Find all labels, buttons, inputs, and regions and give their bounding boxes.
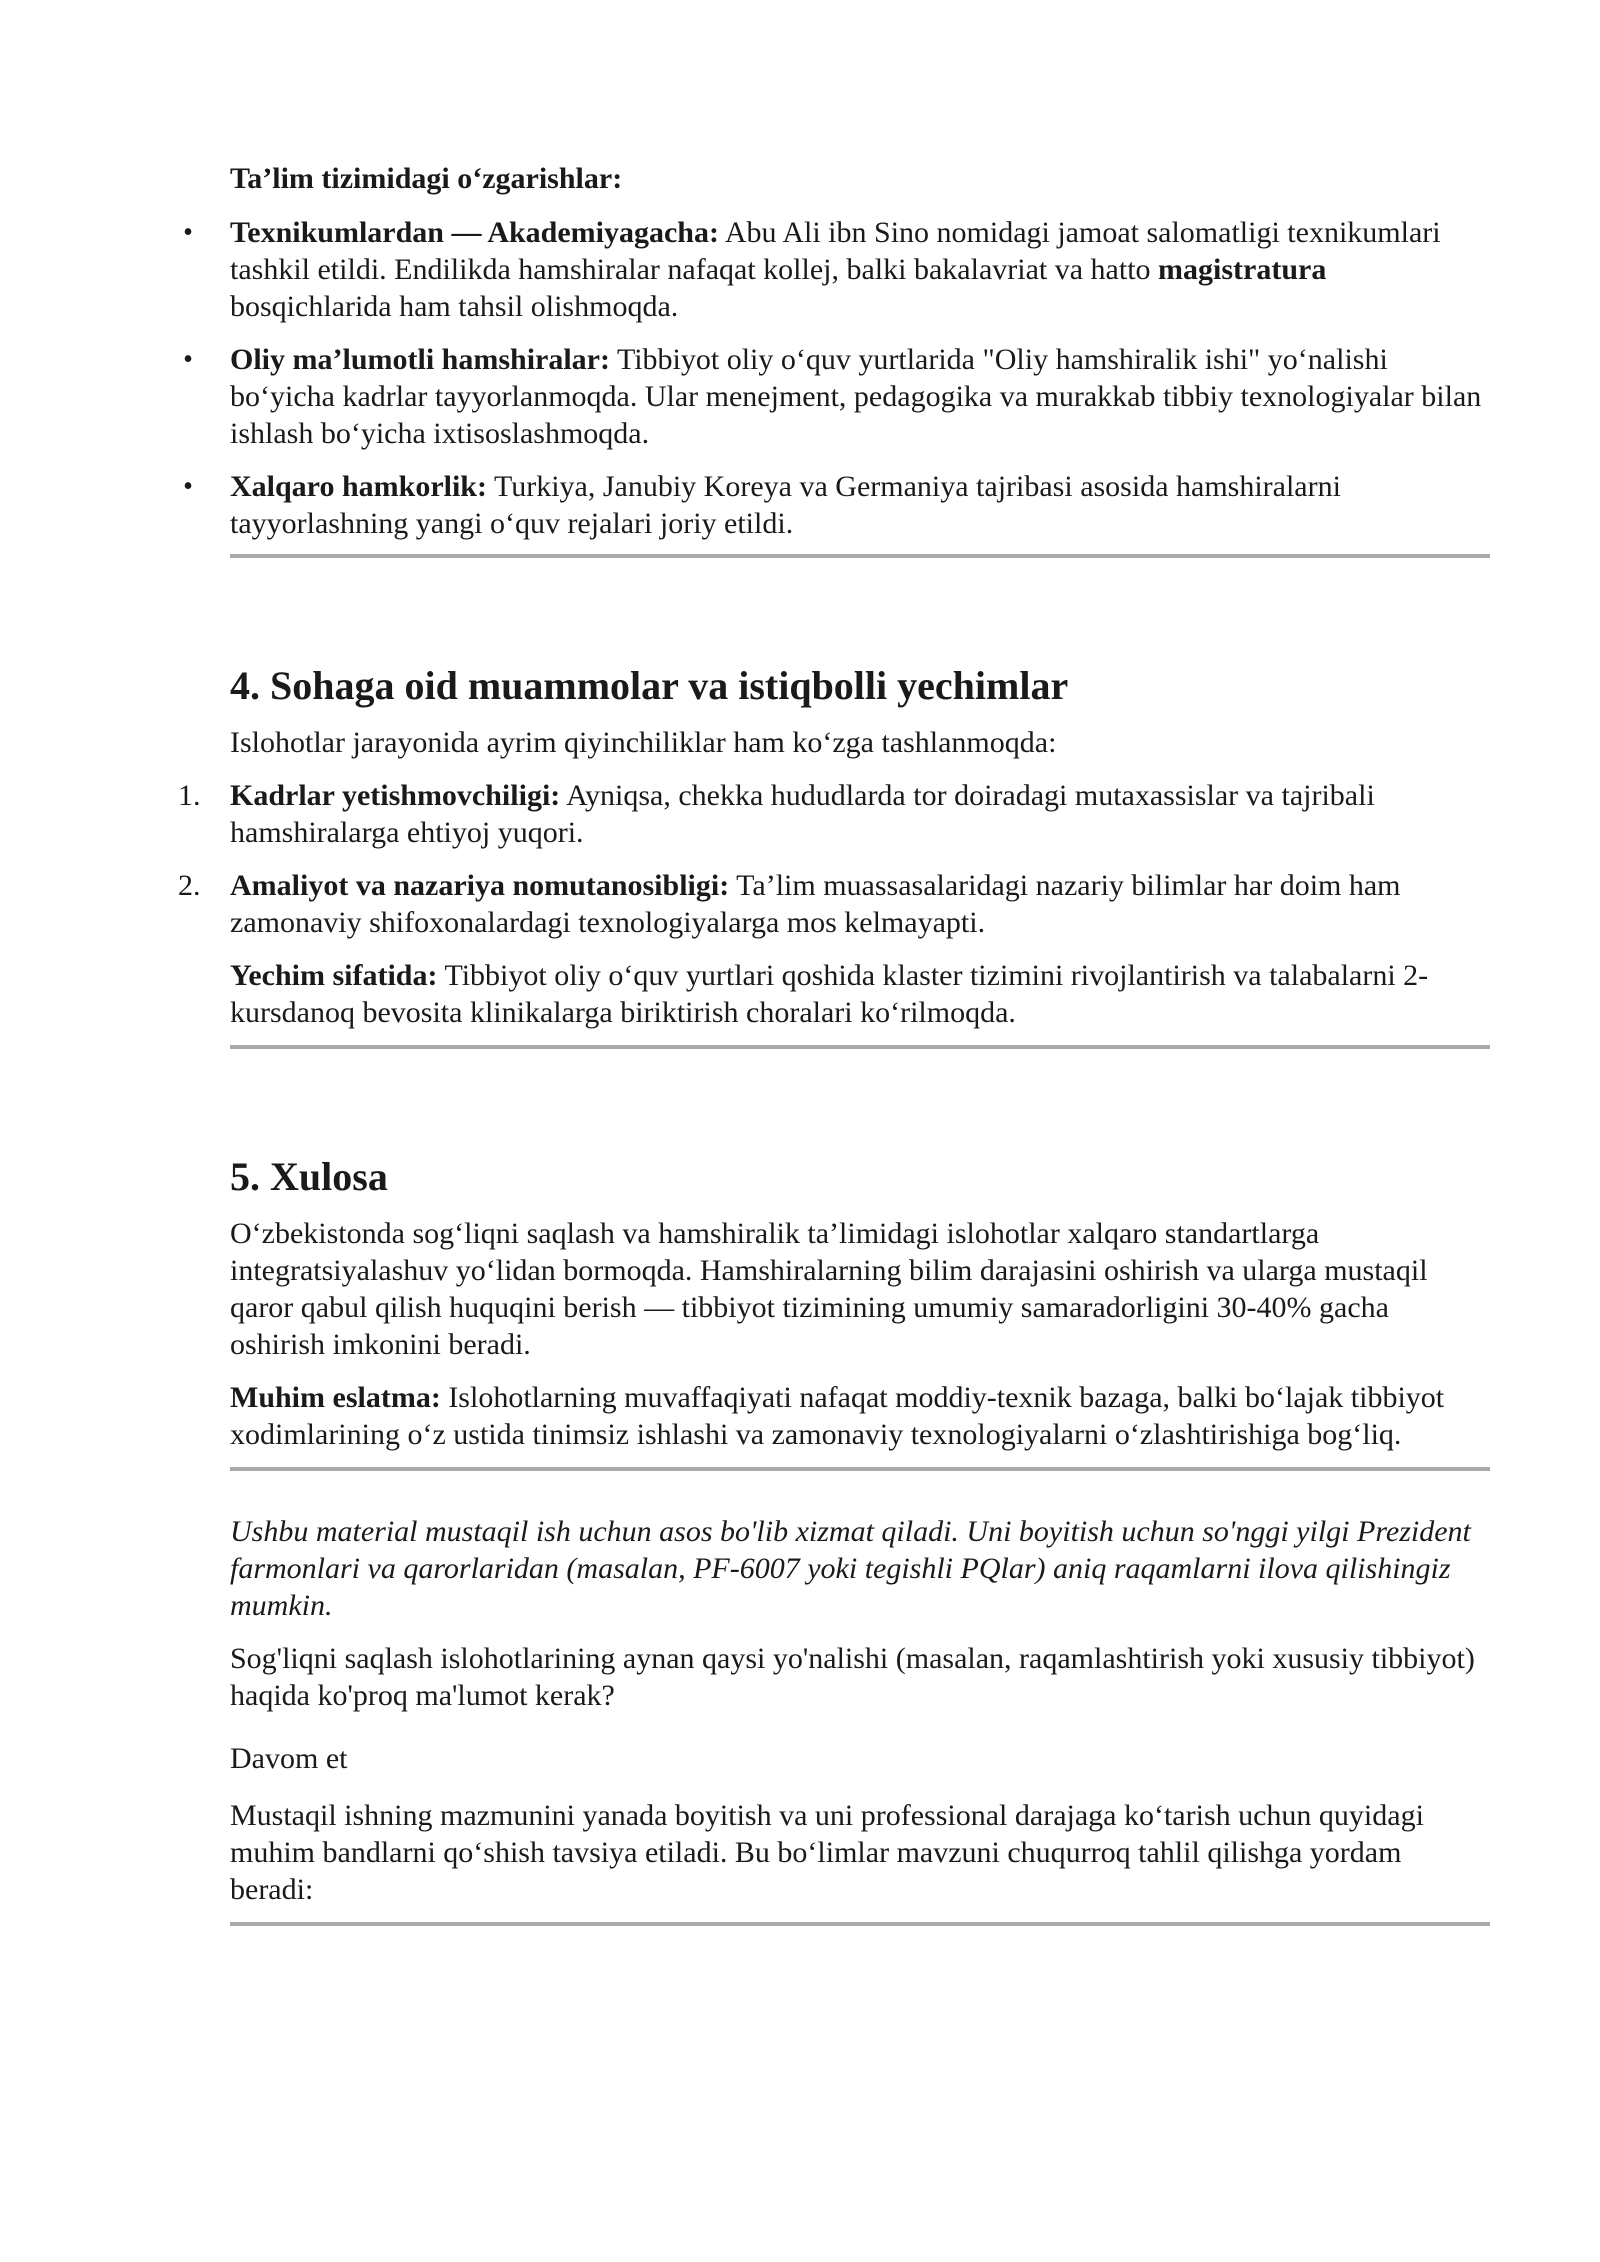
- item-text: Ayniqsa, chekka hududlarda tor doiradagi mutaxassislar va tajribali hamshiralarga ehtiyoj yuqori.: [230, 779, 1375, 849]
- section-divider: [230, 1922, 1490, 1926]
- education-changes-title: Ta’lim tizimidagi o‘zgarishlar:: [230, 162, 623, 195]
- item-text: Tibbiyot oliy o‘quv yurtlarida "Oliy hamshiralik ishi" yo‘nalishi bo‘yicha kadrlar tayyorlanmoqda. Ular menejment, pedagogika va murakkab tibbiy texnologiyalar bilan ishlash bo‘yicha ixtisoslashmoqda.: [230, 343, 1482, 450]
- note-text: Islohotlarning muvaffaqiyati nafaqat moddiy-texnik bazaga, balki bo‘lajak tibbiyot xodimlarining o‘z ustida tinimsiz ishlashi va zamonaviy texnologiyalarni o‘zlashtirishiga bog‘liq.: [230, 1381, 1445, 1451]
- note-lead: Muhim eslatma:: [230, 1381, 441, 1414]
- solution-lead: Yechim sifatida:: [230, 959, 438, 992]
- closing-paragraph: Mustaqil ishning mazmunini yanada boyitish va uni professional darajaga ko‘tarish uchun quyidagi muhim bandlarni qo‘shish tavsiya etiladi. Bu bo‘limlar mavzuni chuqurroq tahlil qilishga yordam beradi:: [230, 1799, 1424, 1906]
- item-lead: Oliy ma’lumotli hamshiralar:: [230, 343, 610, 376]
- item-text: Abu Ali ibn Sino nomidagi jamoat salomatligi texnikumlari tashkil etildi. Endilikda hamshiralar nafaqat kollej, balki bakalavriat va hatto: [230, 216, 1441, 286]
- education-changes-list: [183, 214, 1490, 542]
- document-page: [178, 160, 1490, 1926]
- item-text: bosqichlarida ham tahsil olishmoqda.: [230, 290, 679, 323]
- section-divider: [230, 1045, 1490, 1049]
- item-lead: Xalqaro hamkorlik:: [230, 470, 487, 503]
- item-lead: Amaliyot va nazariya nomutanosibligi:: [230, 869, 730, 902]
- item-emphasis: magistratura: [1158, 253, 1327, 286]
- list-item: [178, 867, 1490, 941]
- section-divider: [230, 1467, 1490, 1471]
- list-item: [178, 777, 1490, 851]
- problems-list: [178, 777, 1490, 941]
- continue-label[interactable]: Davom et: [230, 1742, 348, 1775]
- list-item: [183, 341, 1490, 452]
- list-number: 2.: [178, 869, 201, 902]
- followup-question: Sog'liqni saqlash islohotlarining aynan qaysi yo'nalishi (masalan, raqamlashtirish yoki xususiy tibbiyot) haqida ko'proq ma'lumot kerak?: [230, 1642, 1475, 1712]
- list-item: [183, 214, 1490, 325]
- section-5-title: 5. Xulosa: [230, 1154, 388, 1199]
- solution-text: Tibbiyot oliy o‘quv yurtlari qoshida klaster tizimini rivojlantirish va talabalarni 2-kursdanoq bevosita klinikalarga biriktirish choralari ko‘rilmoqda.: [230, 959, 1429, 1029]
- item-text: Ta’lim muassasalaridagi nazariy bilimlar har doim ham zamonaviy shifoxonalardagi texnologiyalarga mos kelmayapti.: [230, 869, 1401, 939]
- item-lead: Texnikumlardan — Akademiyagacha:: [230, 216, 719, 249]
- item-lead: Kadrlar yetishmovchiligi:: [230, 779, 561, 812]
- bullet-marker: •: [183, 471, 193, 502]
- section-4-intro: Islohotlar jarayonida ayrim qiyinchiliklar ham ko‘zga tashlanmoqda:: [230, 726, 1057, 759]
- bullet-marker: •: [183, 344, 193, 375]
- list-number: 1.: [178, 779, 201, 812]
- important-note: [230, 1379, 1490, 1453]
- section-4-title: 4. Sohaga oid muammolar va istiqbolli yechimlar: [230, 663, 1069, 708]
- bullet-marker: •: [183, 217, 193, 248]
- footer-italic-note: Ushbu material mustaqil ish uchun asos bo'lib xizmat qiladi. Uni boyitish uchun so'nggi yilgi Prezident farmonlari va qarorlaridan (masalan, PF-6007 yoki tegishli PQlar) aniq raqamlarni ilova qilishingiz mumkin.: [230, 1515, 1471, 1622]
- conclusion-paragraph: O‘zbekistonda sog‘liqni saqlash va hamshiralik ta’limidagi islohotlar xalqaro standartlarga integratsiyalashuv yo‘lidan bormoqda. Hamshiralarning bilim darajasini oshirish va ularga mustaqil qaror qabul qilish huquqini berish — tibbiyot tizimining umumiy samaradorligini 30-40% gacha oshirish imkonini beradi.: [230, 1217, 1428, 1361]
- section-divider: [230, 554, 1490, 558]
- list-item: [183, 468, 1490, 542]
- item-text: Turkiya, Janubiy Koreya va Germaniya tajribasi asosida hamshiralarni tayyorlashning yangi o‘quv rejalari joriy etildi.: [230, 470, 1341, 540]
- solution-paragraph: [230, 957, 1490, 1031]
